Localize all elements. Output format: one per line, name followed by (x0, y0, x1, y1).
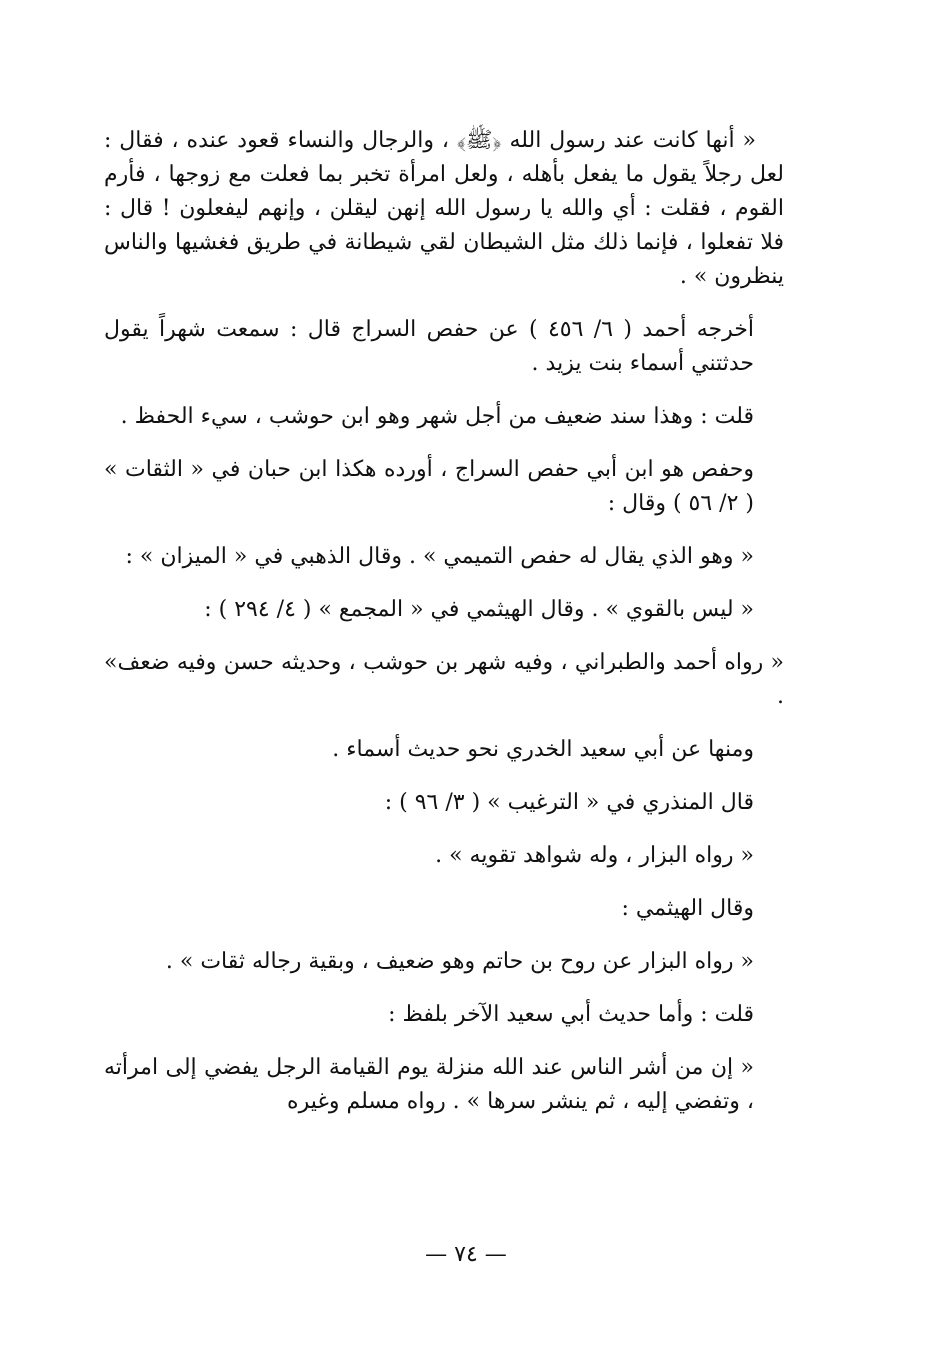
narrator-paragraph: وحفص هو ابن أبي حفص السراج ، أورده هكذا ابن حبان في « الثقات » ( ٢/ ٥٦ ) وقال : (104, 457, 754, 516)
page-body (104, 124, 784, 1138)
quote-line: « ليس بالقوي » . وقال الهيثمي في « المجمع » ( ٤/ ٢٩٤ ) : (204, 597, 754, 622)
quote-line: « رواه البزار ، وله شواهد تقويه » . (435, 843, 754, 868)
comment-paragraph: قلت : وهذا سند ضعيف من أجل شهر وهو ابن حوشب ، سيء الحفظ . (120, 404, 754, 429)
hadith-quote-paragraph: « إن من أشر الناس عند الله منزلة يوم القيامة الرجل يفضي إلى امرأته ، وتفضي إليه ، ثم ينشر سرها » . رواه مسلم وغيره (104, 1055, 754, 1114)
quote-line: « وهو الذي يقال له حفص التميمي » . وقال الذهبي في « الميزان » : (125, 544, 754, 569)
page-number: — ٧٤ — (425, 1242, 507, 1267)
quote-line: « رواه البزار عن روح بن حاتم وهو ضعيف ، وبقية رجاله ثقات » . (165, 949, 754, 974)
text-line: قال المنذري في « الترغيب » ( ٣/ ٩٦ ) : (384, 790, 754, 815)
takhrij-paragraph: أخرجه أحمد ( ٦/ ٤٥٦ ) عن حفص السراج قال : سمعت شهراً يقول حدثتني أسماء بنت يزيد . (104, 317, 755, 376)
hadith-quote-paragraph: « أنها كانت عند رسول الله ﴿ﷺ﴾ ، والرجال والنساء قعود عنده ، فقال : لعل رجلاً يقول ما يفعل بأهله ، ولعل امرأة تخبر بما فعلت مع زوجها ، فأرم القوم ، فقلت : أي والله يا رسول الله إنهن ليقلن ، وإنهم ليفعلون ! قال : فلا تفعلوا ، فإنما ذلك مثل الشيطان لقي شيطانة في طريق فغشيها والناس ينظرون » . (104, 128, 784, 289)
text-line: ومنها عن أبي سعيد الخدري نحو حديث أسماء . (332, 737, 754, 762)
quote-paragraph: « رواه أحمد والطبراني ، وفيه شهر بن حوشب ، وحديثه حسن وفيه ضعف» . (104, 650, 784, 709)
comment-line: قلت : وأما حديث أبي سعيد الآخر بلفظ : (388, 1002, 754, 1027)
text-line: وقال الهيثمي : (621, 896, 754, 921)
